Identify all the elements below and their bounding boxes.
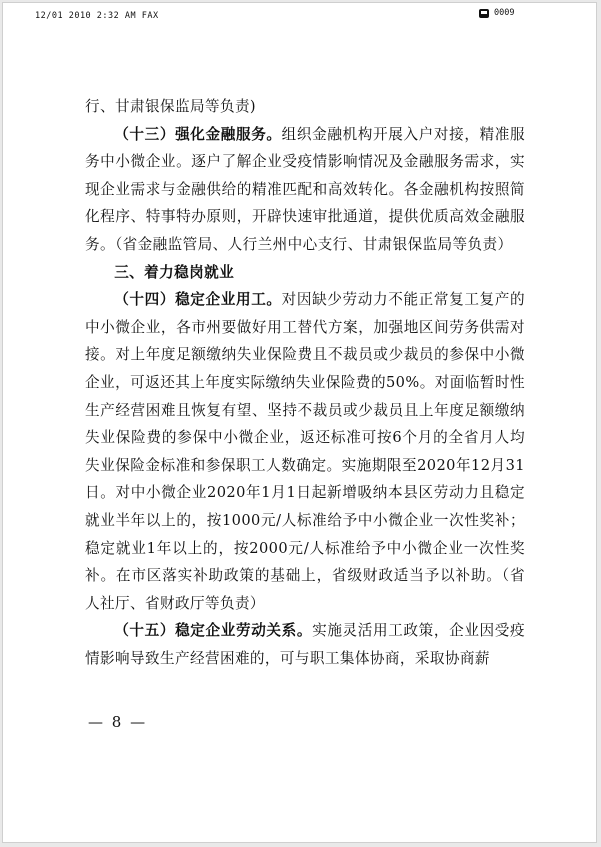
document-body (85, 93, 525, 672)
paragraph-text: 组织金融机构开展入户对接，精准服务中小微企业。逐户了解企业受疫情影响情况及金融服务需求，实现企业需求与金融供给的精准匹配和高效转化。各金融机构按照简化程序、特事特办原则，开辟快速审批通道，提供优质高效金融服务。（省金融监管局、人行兰州中心支行、甘肃银保监局等负责） (85, 125, 526, 253)
paragraph-text: 对因缺少劳动力不能正常复工复产的中小微企业，各市州要做好用工替代方案，加强地区间劳务供需对接。对上年度足额缴纳失业保险费且不裁员或少裁员的参保中小微企业，可返还其上年度实际缴纳失业保险费的50%。对面临暂时性生产经营困难且恢复有望、坚持不裁员或少裁员且上年度足额缴纳失业保险费的参保中小微企业，返还标准可按6个月的全省月人均失业保险金标准和参保职工人数确定。实施期限至2020年12月31日。对中小微企业2020年1月1日起新增吸纳本县区劳动力且稳定就业半年以上的，按1000元/人标准给予中小微企业一次性奖补；稳定就业1年以上的，按2000元/人标准给予中小微企业一次性奖补。在市区落实补助政策的基础上，省级财政适当予以补助。（省人社厅、省财政厅等负责） (85, 291, 526, 612)
paragraph-text: 实施灵活用工政策，企业因受疫情影响导致生产经营困难的，可与职工集体协商，采取协商薪 (85, 622, 525, 667)
paragraph-lead: （十四）稳定企业用工。 (114, 291, 282, 309)
page-number: — 8 — (88, 713, 148, 731)
fax-page-counter (479, 8, 514, 18)
paragraph-item-15 (85, 617, 525, 672)
fax-timestamp: 12/01 2010 2:32 AM FAX (35, 11, 159, 21)
paragraph-text: 行、甘肃银保监局等负责) (85, 98, 257, 115)
paragraph-continuation (85, 93, 525, 121)
paragraph-item-14 (85, 286, 525, 617)
paragraph-lead: （十三）强化金融服务。 (114, 125, 282, 143)
paragraph-lead: （十五）稳定企业劳动关系。 (114, 622, 313, 640)
document-page (2, 2, 597, 843)
fax-header (3, 3, 596, 27)
section-heading: 三、着力稳岗就业 (114, 263, 235, 281)
fax-icon (479, 9, 489, 18)
paragraph-item-13 (85, 121, 525, 259)
fax-page-number: 0009 (494, 8, 515, 18)
